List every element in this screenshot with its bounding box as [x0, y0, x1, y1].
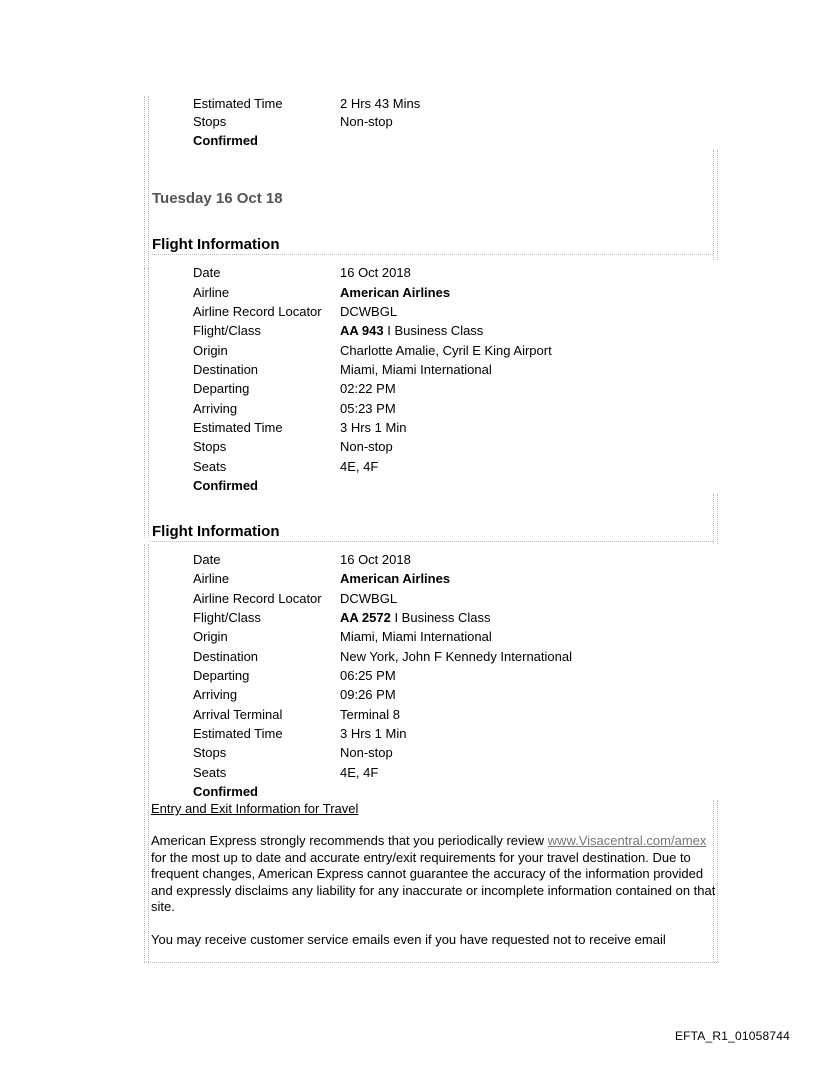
- field-value: 4E, 4F: [340, 765, 379, 780]
- field-value: DCWBGL: [340, 304, 398, 319]
- field-value: 09:26 PM: [340, 687, 396, 702]
- field-label: Arriving: [193, 687, 238, 702]
- flight-class: I Business Class: [383, 323, 484, 338]
- field-value: 4E, 4F: [340, 459, 379, 474]
- field-label: Stops: [193, 114, 227, 129]
- document-id: EFTA_R1_01058744: [674, 1029, 790, 1043]
- field-label: Date: [193, 265, 221, 280]
- flight-number: AA 2572: [340, 610, 391, 625]
- field-value: 06:25 PM: [340, 668, 396, 683]
- field-value: Non-stop: [340, 439, 393, 454]
- field-label: Arriving: [193, 401, 238, 416]
- field-label: Estimated Time: [193, 726, 283, 741]
- section-divider-1: [150, 254, 713, 255]
- field-value: 3 Hrs 1 Min: [340, 420, 407, 435]
- field-value: 02:22 PM: [340, 381, 396, 396]
- customer-service-email-notice: You may receive customer service emails even if you have requested not to receive email: [151, 932, 666, 947]
- field-label: Flight/Class: [193, 323, 261, 338]
- field-label: Estimated Time: [193, 420, 283, 435]
- field-label: Departing: [193, 381, 250, 396]
- field-label: Origin: [193, 343, 228, 358]
- field-value: Miami, Miami International: [340, 629, 492, 644]
- left-frame-border-top: [144, 96, 149, 268]
- paragraph-text: American Express strongly recommends that you periodically review: [151, 833, 548, 848]
- entry-exit-info-title: Entry and Exit Information for Travel: [151, 801, 359, 816]
- flight-number: AA 943: [340, 323, 384, 338]
- field-value: DCWBGL: [340, 591, 398, 606]
- flight2-confirmed-status: Confirmed: [193, 784, 258, 799]
- field-value: New York, John F Kennedy International: [340, 649, 572, 664]
- field-value: [340, 322, 483, 339]
- field-label: Airline: [193, 571, 230, 586]
- field-value: Miami, Miami International: [340, 362, 492, 377]
- field-label: Stops: [193, 745, 227, 760]
- field-label: Departing: [193, 668, 250, 683]
- field-label: Seats: [193, 765, 227, 780]
- field-value: 16 Oct 2018: [340, 265, 411, 280]
- field-value: 05:23 PM: [340, 401, 396, 416]
- field-label: Destination: [193, 362, 259, 377]
- paragraph-text: for the most up to date and accurate entry/exit requirements for your travel destination. Due to frequent changes, American Express cannot guarantee the accuracy of the information provided and expressly disclaims any liability for any inaccurate or incomplete information contained on that site.: [151, 849, 716, 914]
- field-label: Airline: [193, 285, 230, 300]
- field-label: Arrival Terminal: [193, 707, 283, 722]
- field-value: Non-stop: [340, 114, 393, 129]
- field-value: American Airlines: [340, 571, 451, 586]
- field-label: Origin: [193, 629, 228, 644]
- left-frame-border-bottom: [144, 544, 149, 962]
- flight-class: I Business Class: [390, 610, 491, 625]
- right-frame-border-2: [713, 494, 718, 544]
- field-value: American Airlines: [340, 285, 451, 300]
- field-value: [340, 609, 491, 626]
- top-confirmed-status: Confirmed: [193, 133, 258, 148]
- entry-exit-info-paragraph: [151, 833, 721, 916]
- field-label: Seats: [193, 459, 227, 474]
- section-divider-2: [150, 541, 713, 542]
- field-label: Destination: [193, 649, 259, 664]
- visacentral-link[interactable]: www.Visacentral.com/amex: [547, 833, 707, 848]
- field-value: Terminal 8: [340, 707, 400, 722]
- field-value: 16 Oct 2018: [340, 552, 411, 567]
- day-heading: Tuesday 16 Oct 18: [152, 190, 283, 207]
- field-label: Flight/Class: [193, 610, 261, 625]
- field-label: Estimated Time: [193, 96, 283, 111]
- field-value: Charlotte Amalie, Cyril E King Airport: [340, 343, 552, 358]
- field-value: 2 Hrs 43 Mins: [340, 96, 421, 111]
- field-value: 3 Hrs 1 Min: [340, 726, 407, 741]
- field-label: Airline Record Locator: [193, 304, 322, 319]
- flight1-confirmed-status: Confirmed: [193, 478, 258, 493]
- field-label: Stops: [193, 439, 227, 454]
- field-label: Airline Record Locator: [193, 591, 322, 606]
- field-value: Non-stop: [340, 745, 393, 760]
- field-label: Date: [193, 552, 221, 567]
- flight-information-heading: Flight Information: [152, 523, 280, 540]
- right-frame-border-1: [713, 150, 718, 260]
- flight-information-heading: Flight Information: [152, 236, 280, 253]
- left-frame-border-mid: [144, 268, 149, 538]
- bottom-frame-border: [144, 962, 719, 963]
